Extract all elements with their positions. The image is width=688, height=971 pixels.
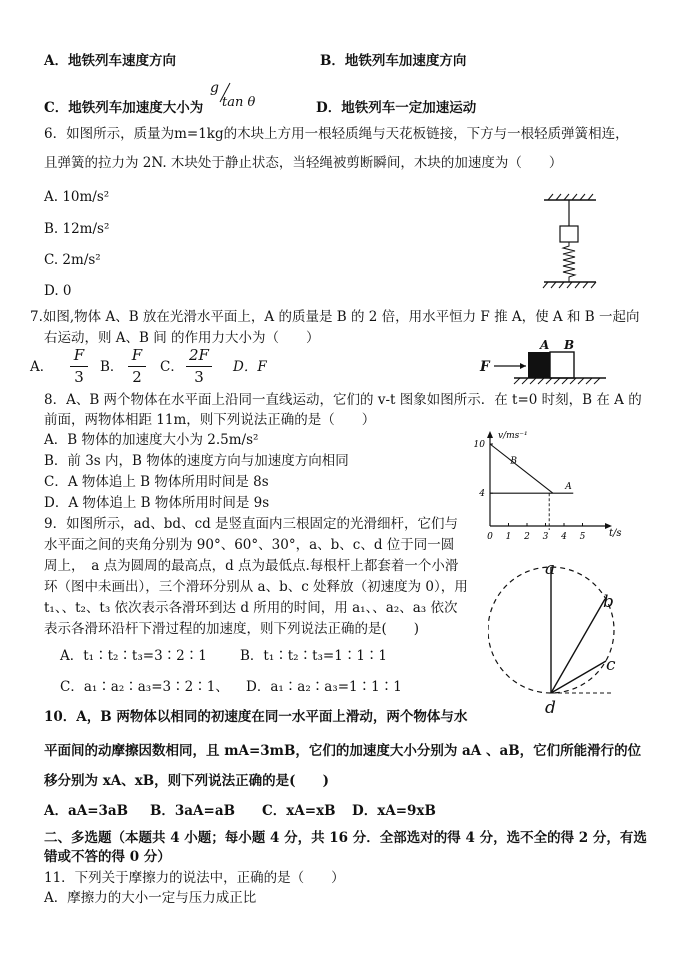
q7-figure <box>494 338 610 386</box>
q6-option-d: D. 0 <box>44 283 72 299</box>
section-heading-line1: 二、多选题（本题共 4 小题；每小题 4 分，共 16 分．全部选对的得 4 分，选不全的得 2 分，有选 <box>44 830 647 846</box>
q6-option-c: C. 2m/s² <box>44 252 101 268</box>
y-axis-label: v/ms⁻¹ <box>498 431 528 441</box>
series-label-A: A <box>565 482 572 493</box>
q5-option-c-denominator: tan θ <box>222 95 256 110</box>
q9-circle-figure <box>488 566 628 726</box>
q5-option-d: D．地铁列车一定加速运动 <box>316 100 477 116</box>
series-label-B: B <box>510 456 517 467</box>
q7-option-a-denominator: 3 <box>74 368 84 386</box>
q9-stem-line1: 9．如图所示，ad、bd、cd 是竖直面内三根固定的光滑细杆，它们与 <box>44 516 459 532</box>
q9-stem-line6: 表示各滑环沿杆下滑过程的加速度，则下列说法正确的是( ) <box>44 621 420 637</box>
q10-stem-line1: 10．A，B 两物体以相同的初速度在同一水平面上滑动，两个物体与水 <box>44 709 468 725</box>
q7-option-b-label: B． <box>100 359 124 375</box>
q5-option-c: C．地铁列车加速度大小为 <box>44 100 204 116</box>
q8-stem-line1: 8．A、B 两个物体在水平面上沿同一直线运动，它们的 v-t 图象如图所示．在 t=0 时刻，B 在 A 的 <box>44 392 642 408</box>
vt-chart <box>470 428 630 548</box>
x-tick-label: 2 <box>524 532 530 542</box>
q9-option-a: A．t₁∶t₂∶t₃=3∶2∶1 <box>60 648 207 664</box>
q9-option-b: B．t₁∶t₂∶t₃=1∶1∶1 <box>240 648 388 664</box>
q10-option-a: A．aA=3aB <box>44 803 129 819</box>
q10-stem-line2: 平面间的动摩擦因数相同，且 mA=3mB，它们的加速度大小分别为 aA 、aB，它们所能滑行的位 <box>44 743 642 759</box>
q7-option-c-numerator: 2F <box>189 346 209 364</box>
x-tick-label: 4 <box>561 532 567 542</box>
q9-stem-line2: 水平面之间的夹角分别为 90°、60°、30°，a、b、c、d 位于同一圆 <box>44 537 455 553</box>
q6-option-b: B. 12m/s² <box>44 221 110 237</box>
x-tick-label: 3 <box>542 532 549 542</box>
x-tick-label: 1 <box>505 532 512 542</box>
series-line-B <box>490 444 553 493</box>
q6-figure <box>540 192 600 302</box>
q8-stem-line2: 前面，两物体相距 11m，则下列说法正确的是（ ） <box>44 412 376 428</box>
x-axis-label: t/s <box>609 528 622 539</box>
q7-option-b-fraction-bar <box>128 366 146 367</box>
q7-option-b-numerator: F <box>131 346 143 364</box>
x-tick-label: 0 <box>487 532 493 542</box>
q7-option-a-label: A． <box>30 359 54 375</box>
q11-option-a: A．摩擦力的大小一定与压力成正比 <box>44 890 257 906</box>
chart-labels <box>474 431 622 542</box>
x-tick-label: 5 <box>579 532 586 542</box>
q6-stem-line2: 且弹簧的拉力为 2N. 木块处于静止状态，当轻绳被剪断瞬间，木块的加速度为（ ） <box>44 155 563 171</box>
q7-stem-line2: 右运动，则 A、B 间 的作用力大小为（ ） <box>44 330 320 346</box>
q7-fig-label-b: B <box>564 338 575 352</box>
chart-series <box>490 444 573 530</box>
q7-option-a-numerator: F <box>73 346 85 364</box>
q9-option-c: C．a₁∶a₂∶a₃=3∶2∶1、 <box>60 679 229 695</box>
q7-option-c-fraction-bar <box>186 366 212 367</box>
q10-option-c: C．xA=xB <box>262 803 336 819</box>
q10-option-d: D．xA=9xB <box>352 803 436 819</box>
q9-stem-line4: 环（图中未画出），三个滑环分别从 a、b、c 处释放（初速度为 0），用 <box>44 579 468 595</box>
q5-option-a: A．地铁列车速度方向 <box>44 53 176 69</box>
q9-fig-label-b: b <box>603 592 614 612</box>
y-axis-arrow <box>487 431 493 438</box>
q8-option-d: D．A 物体追上 B 物体所用时间是 9s <box>44 495 270 511</box>
q9-fig-label-c: c <box>606 655 616 675</box>
q7-stem-line1: 7.如图,物体 A、B 放在光滑水平面上，A 的质量是 B 的 2 倍，用水平恒力 F 推 A，使 A 和 B 一起向 <box>30 309 640 325</box>
q7-option-b-denominator: 2 <box>132 368 142 386</box>
q8-option-b: B．前 3s 内，B 物体的速度方向与加速度方向相同 <box>44 453 349 469</box>
y-tick-label: 4 <box>479 489 485 500</box>
q11-stem: 11．下列关于摩擦力的说法中，正确的是（ ） <box>44 870 345 886</box>
q9-stem-line3: 周上， a 点为圆周的最高点，d 点为最低点.每根杆上都套着一个小滑 <box>44 558 459 574</box>
q6-stem-line1: 6．如图所示，质量为m=1kg的木块上方用一根轻质绳与天花板链接，下方与一根轻质弹簧相连， <box>44 126 629 142</box>
q9-fig-label-a: a <box>545 559 556 579</box>
q9-stem-line5: t₁、、t₂、t₃ 依次表示各滑环到达 d 所用的时间，用 a₁、、a₂、a₃ 依次 <box>44 600 458 616</box>
q5-option-c-numerator: g <box>210 80 219 96</box>
q5-option-b: B．地铁列车加速度方向 <box>320 53 467 69</box>
q10-option-b: B．3aA=aB <box>150 803 235 819</box>
q9-fig-label-d: d <box>545 698 556 718</box>
section-heading-line2: 错或不答的得 0 分） <box>44 849 171 865</box>
y-tick-label: 10 <box>473 440 485 450</box>
q6-option-a: A. 10m/s² <box>44 189 110 205</box>
q7-fig-label-a: A <box>540 338 550 352</box>
q7-option-c-denominator: 3 <box>194 368 204 386</box>
q7-option-c-label: C． <box>160 359 184 375</box>
q7-option-d: D．F <box>233 359 267 375</box>
q10-stem-line3: 移分别为 xA、xB，则下列说法正确的是( ) <box>44 773 329 789</box>
q7-option-a-fraction-bar <box>70 366 88 367</box>
q8-option-a: A．B 物体的加速度大小为 2.5m/s² <box>44 432 259 448</box>
q9-option-d: D．a₁∶a₂∶a₃=1∶1∶1 <box>246 679 402 695</box>
q7-fig-force-label: F <box>480 359 490 375</box>
q8-option-c: C．A 物体追上 B 物体所用时间是 8s <box>44 474 269 490</box>
